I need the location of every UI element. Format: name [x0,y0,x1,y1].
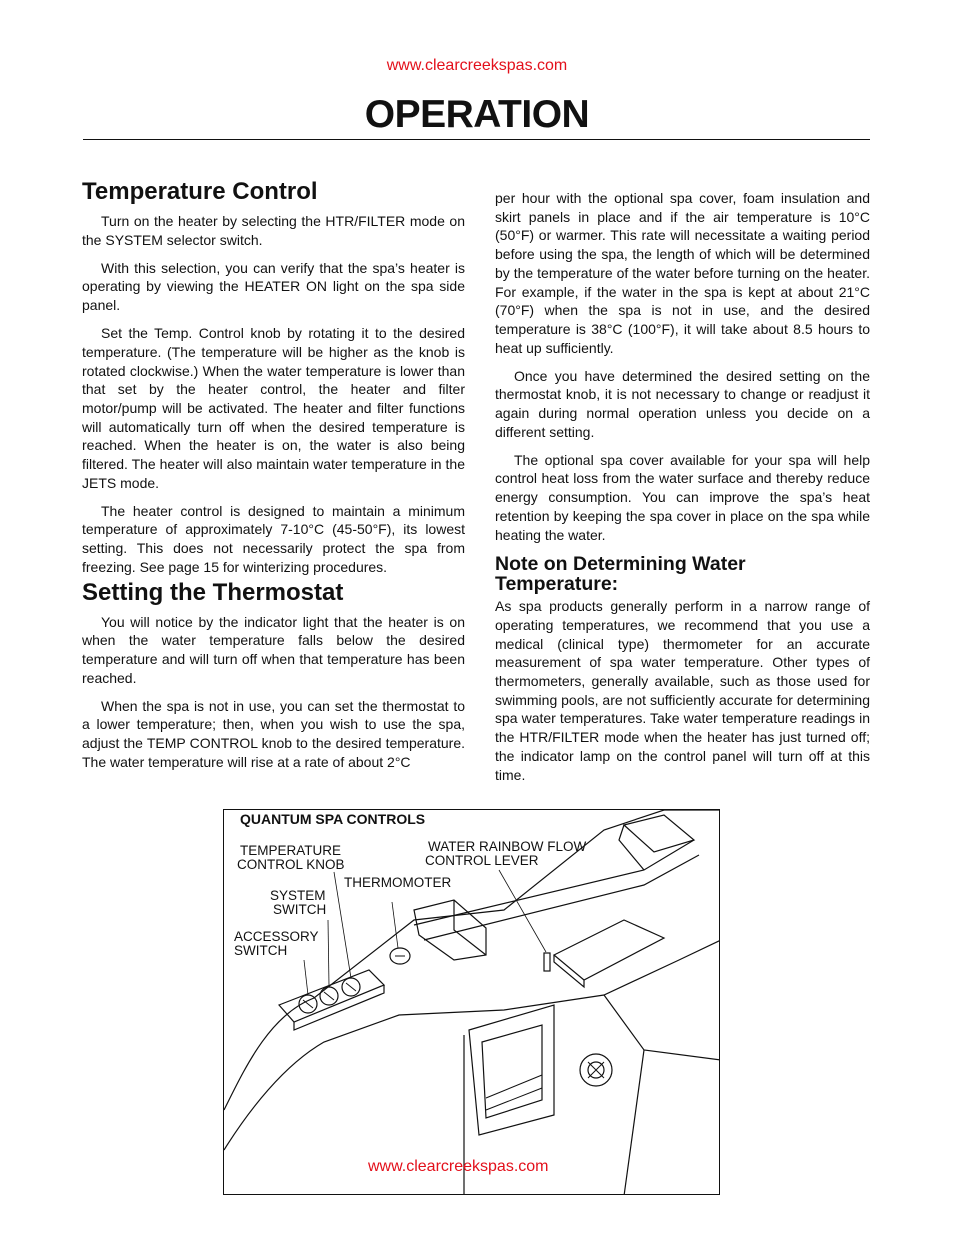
right-column [495,189,870,794]
paragraph: When the spa is not in use, you can set the thermostat to a lower temperature; then, when you wish to use the spa, adjust the TEMP CONTROL knob to the desired temperature. The water temperature will rise at a rate of about 2°C [82,697,465,770]
paragraph: The heater control is designed to maintain a minimum temperature of approximately 7-10°C (45-50°F), its lowest setting. This does not necessarily protect the spa from freezing. See page 15 for winterizing procedures. [82,502,465,575]
label-temperature-1: TEMPERATURE [240,843,342,858]
heading-setting-thermostat: Setting the Thermostat [82,578,344,606]
flow-lever-icon [544,953,550,971]
heading-water-temperature-note: Note on Determining Water Temperature: [495,553,746,596]
channel-end-block [414,900,486,960]
skimmer-inner [482,1025,542,1118]
footer-url[interactable]: www.clearcreekspas.com [368,1158,549,1175]
paragraph: Set the Temp. Control knob by rotating it to the desired temperature. (The temperature will be higher as the knob is rotated clockwise.) When the water temperature is lower than that set by the heater control, the heater and filter motor/pump will be activated. The heater and filter functions will automatically turn off when the desired temperature is reached. When the heater is on, the water is also being filtered. The heater will also maintain water temperature in the JETS mode. [82,325,465,491]
title-divider [83,139,870,140]
paragraph: The optional spa cover available for your spa will help control heat loss from the water surface and thereby reduce energy consumption. You can improve the spa’s heat retention by keeping the spa cover in place on the spa while heating the water. [495,451,870,543]
page-title: OPERATION [364,93,590,136]
channel-end-face [454,900,486,955]
paragraph: With this selection, you can verify that the spa’s heater is operating by viewing the HEATER ON light on the spa side panel. [82,259,465,314]
heading-temperature-control: Temperature Control [82,178,318,205]
skimmer-frame [469,1005,554,1135]
label-flow-1: WATER RAINBOW FLOW [428,839,587,854]
paragraph: per hour with the optional spa cover, foam insulation and skirt panels in place and if the air temperature is 10°C (50°F) or warmer. This rate will necessitate a waiting period before using the spa, the length of which will be determined by the temperature of the water before turning on the heater. For example, if the water in the spa is kept at about 21°C (70°F) when the spa is not in use, and the desired temperature is 38°C (100°F), it will take about 8.5 hours to heat up sufficiently. [495,190,870,356]
spa-rim-inner [224,940,720,1150]
left-column [82,178,465,781]
label-temperature-2: CONTROL KNOB [237,857,345,872]
spa-seat-line [624,1050,644,1195]
spa-controls-diagram [223,809,720,1195]
label-accessory-1: ACCESSORY [234,929,319,944]
leader-system [328,920,329,986]
paragraph: Once you have determined the desired setting on the thermostat knob, it is not necessary to change or readjust it again during normal operation unless you decide on a different setting. [495,367,870,440]
header-url[interactable]: www.clearcreekspas.com [386,57,568,74]
paragraph: You will notice by the indicator light that the heater is on when the water temperature falls below the desired temperature and will turn off when that temperature has been reached. [82,613,465,686]
label-system-1: SYSTEM [270,888,326,903]
leader-accessory [304,960,308,995]
recess-tray [554,920,664,980]
figure-title: QUANTUM SPA CONTROLS [240,811,426,827]
paragraph: As spa products generally perform in a narrow range of operating temperatures, we recommend that you use a medical (clinical type) thermometer for an accurate measurement of spa water temperature. Other types of thermometers, generally available, such as those used for swimming pools, are not sufficiently accurate for determining spa water temperatures. Take water temperature readings in the HTR/FILTER mode when the heater has just turned off; the indicator lamp on the control panel will turn off at this time. [495,598,870,783]
label-thermometer: THERMOMOTER [344,875,452,890]
label-system-2: SWITCH [273,902,327,917]
paragraph: Turn on the heater by selecting the HTR/FILTER mode on the SYSTEM selector switch. [82,213,465,248]
spa-corner-line [604,995,720,1060]
label-accessory-2: SWITCH [234,943,288,958]
label-flow-2: CONTROL LEVER [425,853,539,868]
leader-thermometer [392,902,398,948]
